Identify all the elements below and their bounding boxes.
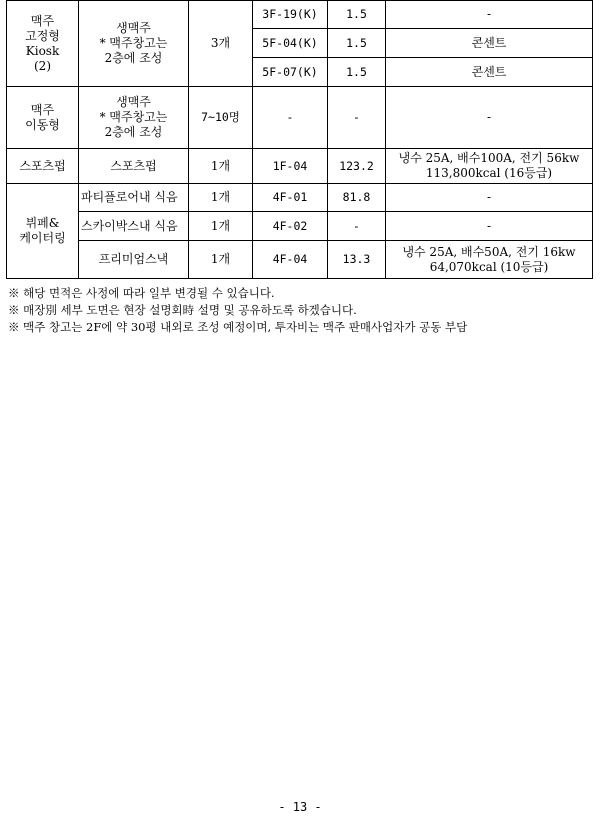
type-cell: 생맥주 * 맥주창고는 2층에 조성 <box>79 1 189 87</box>
type-cell: 프리미엄스낵 <box>79 241 189 279</box>
table-row <box>7 1 593 29</box>
footnote: ※ 해당 면적은 사정에 따라 일부 변경될 수 있습니다. <box>8 286 275 300</box>
count-cell: 1개 <box>189 212 253 241</box>
footnotes <box>8 285 467 336</box>
category-cell: 스포츠펍 <box>7 149 79 184</box>
type-cell: 스카이박스내 식음 <box>79 212 189 241</box>
table-row <box>7 87 593 149</box>
table-row <box>7 184 593 212</box>
table-row <box>7 241 593 279</box>
area-cell: - <box>328 87 386 149</box>
category-cell: 맥주 이동형 <box>7 87 79 149</box>
type-cell: 스포츠펍 <box>79 149 189 184</box>
category-cell: 맥주 고정형 Kiosk (2) <box>7 1 79 87</box>
footnote: ※ 매장別 세부 도면은 현장 설명회時 설명 및 공유하도록 하겠습니다. <box>8 303 357 317</box>
location-cell: 1F-04 <box>253 149 328 184</box>
note-cell: - <box>386 212 593 241</box>
note-cell: 콘센트 <box>386 29 593 58</box>
note-cell: - <box>386 87 593 149</box>
category-cell: 뷔페& 케이터링 <box>7 184 79 279</box>
count-cell: 1개 <box>189 241 253 279</box>
type-cell: 생맥주 * 맥주창고는 2층에 조성 <box>79 87 189 149</box>
location-cell: 5F-04(K) <box>253 29 328 58</box>
note-cell: - <box>386 1 593 29</box>
location-cell: 3F-19(K) <box>253 1 328 29</box>
footnote: ※ 맥주 창고는 2F에 약 30평 내외로 조성 예정이며, 투자비는 맥주 판매사업자가 공동 부담 <box>8 320 468 334</box>
table-row <box>7 149 593 184</box>
table-row <box>7 212 593 241</box>
note-cell: 콘센트 <box>386 58 593 87</box>
location-cell: 4F-02 <box>253 212 328 241</box>
area-cell: 1.5 <box>328 29 386 58</box>
note-cell: 냉수 25A, 배수50A, 전기 16kw 64,070kcal (10등급) <box>386 241 593 279</box>
type-cell: 파티플로어내 식음 <box>79 184 189 212</box>
page-number: - 13 - <box>278 800 322 814</box>
note-cell: - <box>386 184 593 212</box>
count-cell: 7~10명 <box>189 87 253 149</box>
count-cell: 1개 <box>189 149 253 184</box>
count-cell: 1개 <box>189 184 253 212</box>
area-cell: 1.5 <box>328 1 386 29</box>
area-cell: 81.8 <box>328 184 386 212</box>
location-cell: 4F-01 <box>253 184 328 212</box>
facility-table <box>6 0 593 279</box>
area-cell: 123.2 <box>328 149 386 184</box>
area-cell: 13.3 <box>328 241 386 279</box>
count-cell: 3개 <box>189 1 253 87</box>
location-cell: 5F-07(K) <box>253 58 328 87</box>
area-cell: 1.5 <box>328 58 386 87</box>
location-cell: - <box>253 87 328 149</box>
area-cell: - <box>328 212 386 241</box>
location-cell: 4F-04 <box>253 241 328 279</box>
note-cell: 냉수 25A, 배수100A, 전기 56kw 113,800kcal (16등급) <box>386 149 593 184</box>
